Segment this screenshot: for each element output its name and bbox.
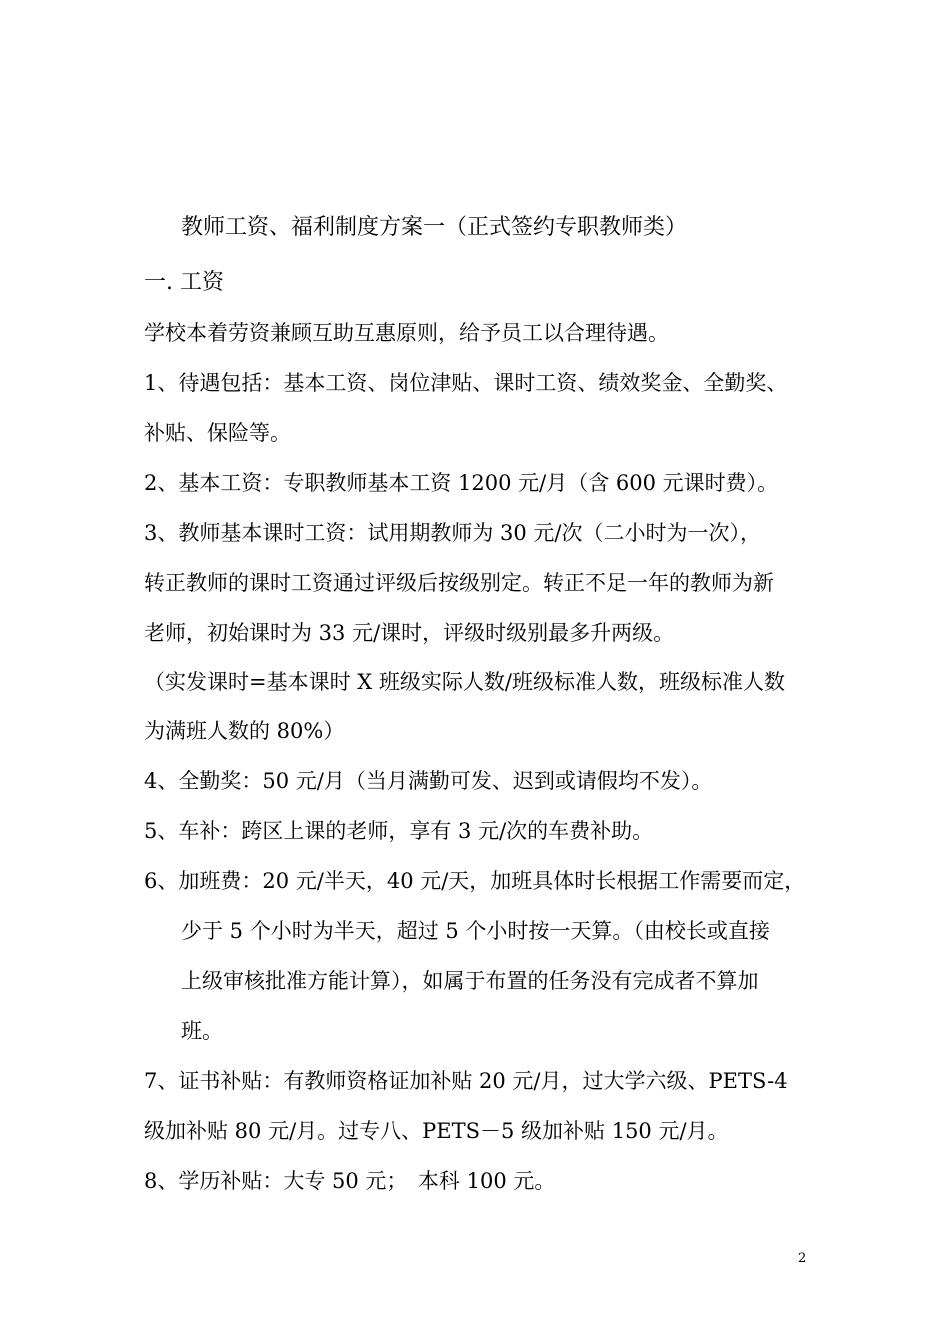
body-line: 为满班人数的 80%）: [144, 719, 345, 743]
body-line: 老师，初始课时为 33 元/课时，评级时级别最多升两级。: [144, 621, 675, 645]
body-line: 转正教师的课时工资通过评级后按级别定。转正不足一年的教师为新: [144, 571, 774, 595]
body-line: 补贴、保险等。: [144, 421, 291, 445]
body-line: 4、全勤奖：50 元/月（当月满勤可发、迟到或请假均不发）。: [144, 769, 713, 793]
body-line: 2、基本工资：专职教师基本工资 1200 元/月（含 600 元课时费）。: [144, 471, 779, 495]
section-heading: 一. 工资: [144, 270, 224, 295]
body-line-indented: 班。: [181, 1019, 223, 1043]
intro-paragraph: 学校本着劳资兼顾互助互惠原则，给予员工以合理待遇。: [144, 321, 669, 345]
body-line: 1、待遇包括：基本工资、岗位津贴、课时工资、绩效奖金、全勤奖、: [144, 371, 788, 395]
body-line-indented: 上级审核批准方能计算），如属于布置的任务没有完成者不算加: [181, 969, 759, 993]
body-line-indented: 少于 5 个小时为半天，超过 5 个小时按一天算。（由校长或直接: [181, 919, 770, 943]
body-line: 级加补贴 80 元/月。过专八、PETS－5 级加补贴 150 元/月。: [144, 1119, 729, 1143]
body-line: 5、车补：跨区上课的老师，享有 3 元/次的车费补助。: [144, 819, 654, 843]
document-title: 教师工资、福利制度方案一（正式签约专职教师类）: [181, 215, 688, 240]
body-line: 8、学历补贴：大专 50 元； 本科 100 元。: [144, 1169, 556, 1193]
body-line: 6、加班费：20 元/半天，40 元/天，加班具体时长根据工作需要而定，: [144, 869, 806, 893]
page-number: 2: [798, 1251, 807, 1266]
body-line: 3、教师基本课时工资：试用期教师为 30 元/次（二小时为一次），: [144, 521, 762, 545]
body-line: 7、证书补贴：有教师资格证加补贴 20 元/月，过大学六级、PETS-4: [144, 1069, 788, 1093]
body-line: （实发课时=基本课时 X 班级实际人数/班级标准人数，班级标准人数: [144, 670, 785, 694]
